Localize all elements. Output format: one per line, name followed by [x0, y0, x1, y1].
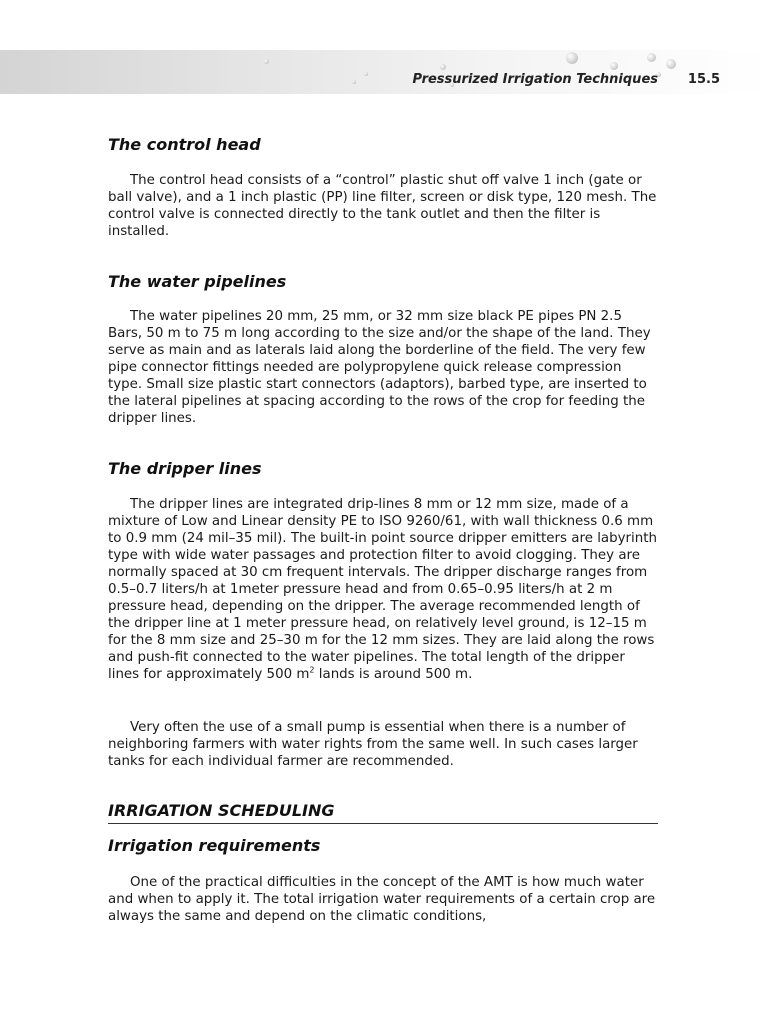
heading-water-pipelines: The water pipelines	[108, 272, 287, 291]
heading-irrigation-scheduling: IRRIGATION SCHEDULING	[108, 801, 335, 820]
decorative-bubble	[610, 62, 618, 70]
page-number: 15.5	[687, 72, 720, 87]
running-title: Pressurized Irrigation Techniques	[412, 72, 658, 87]
heading-irrigation-requirements: Irrigation requirements	[108, 836, 321, 855]
decorative-bubble	[352, 80, 356, 84]
decorative-bubble	[264, 59, 269, 64]
heading-control-head: The control head	[108, 135, 261, 154]
paragraph-text: lands is around 500 m.	[314, 667, 473, 682]
paragraph-water-pipelines: The water pipelines 20 mm, 25 mm, or 32 mm size black PE pipes PN 2.5 Bars, 50 m to 75 m long according to the size and/or the shape of the land. They serve as main and as laterals laid along the borderline of the field. The very few pipe connector fittings needed are polypropylene quick release compression type. Small size plastic start connectors (adaptors), barbed type, are inserted to the lateral pipelines at spacing according to the rows of the crop for feeding the dripper lines.	[108, 309, 651, 426]
decorative-bubble	[666, 59, 676, 69]
paragraph-irrigation-requirements: One of the practical difficulties in the concept of the AMT is how much water and when to apply it. The total irrigation water requirements of a certain crop are always the same and depend on the climatic conditions,	[108, 875, 656, 924]
decorative-bubble	[440, 64, 446, 70]
superscript: 2	[309, 665, 315, 675]
paragraph-text: The dripper lines are integrated drip-lines 8 mm or 12 mm size, made of a mixture of Low and Linear density PE to ISO 9260/61, with wall thickness 0.6 mm to 0.9 mm (24 mil–35 mil). The built-in point source dripper emitters are labyrinth type with wide water passages and protection filter to avoid clogging. They are normally spaced at 30 cm frequent intervals. The dripper discharge ranges from 0.5–0.7 liters/h at 1meter pressure head and from 0.65–0.95 liters/h at 2 m pressure head, depending on the dripper. The average recommended length of the dripper line at 1 meter pressure head, on relatively level ground, is 12–15 m for the 8 mm size and 25–30 m for the 12 mm sizes. They are laid along the rows and push-fit connected to the water pipelines. The total length of the dripper lines for approximately 500 m	[108, 497, 657, 682]
paragraph-control-head: The control head consists of a “control” plastic shut off valve 1 inch (gate or ball valve), and a 1 inch plastic (PP) line filter, screen or disk type, 120 mesh. The control valve is connected directly to the tank outlet and then the filter is installed.	[108, 173, 657, 239]
decorative-bubble	[566, 52, 578, 64]
paragraph-dripper-lines	[108, 496, 658, 683]
decorative-bubble	[647, 53, 656, 62]
heading-dripper-lines: The dripper lines	[108, 459, 262, 478]
paragraph-small-pump: Very often the use of a small pump is essential when there is a number of neighboring farmers with water rights from the same well. In such cases larger tanks for each individual farmer are recommended.	[108, 720, 638, 769]
decorative-bubble	[364, 72, 368, 76]
section-rule	[108, 823, 658, 824]
